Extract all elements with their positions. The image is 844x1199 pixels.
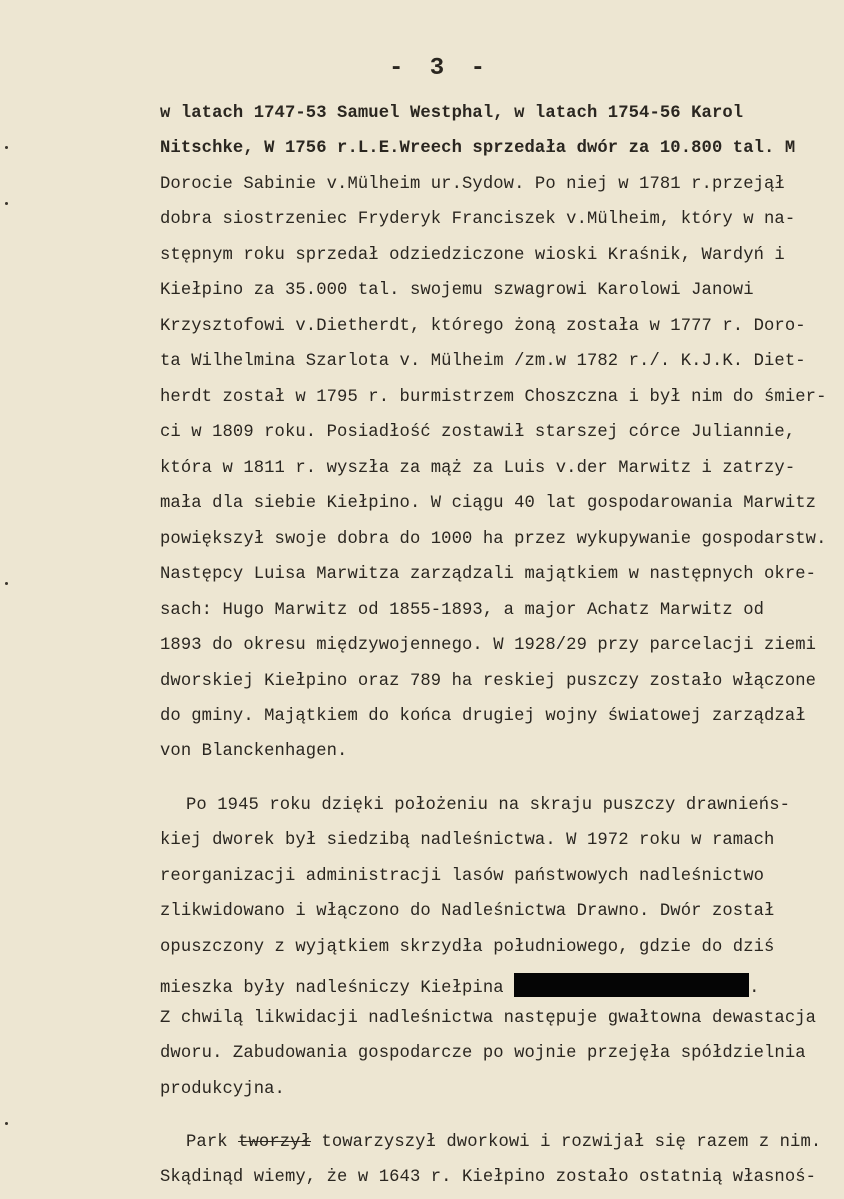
text-line: dworskiej Kiełpino oraz 789 ha reskiej puszczy zostało włączone bbox=[160, 672, 817, 691]
text-line: dworu. Zabudowania gospodarcze po wojnie przejęła spółdzielnia bbox=[160, 1044, 806, 1063]
text-line: reorganizacji administracji lasów państwowych nadleśnictwo bbox=[160, 867, 765, 886]
redaction-block bbox=[514, 973, 749, 997]
text-line: opuszczony z wyjątkiem skrzydła południowego, gdzie do dziś bbox=[160, 938, 775, 957]
text-line: Kiełpino za 35.000 tal. swojemu szwagrowi Karolowi Janowi bbox=[160, 281, 754, 300]
struck-word: tworzył bbox=[238, 1133, 311, 1152]
text-line: do gminy. Majątkiem do końca drugiej wojny światowej zarządzał bbox=[160, 707, 806, 726]
text-line: produkcyjna. bbox=[160, 1080, 285, 1099]
margin-mark bbox=[5, 146, 8, 149]
text-line: zlikwidowano i włączono do Nadleśnictwa Drawno. Dwór został bbox=[160, 902, 775, 921]
text-line-with-redaction bbox=[160, 973, 760, 999]
text-line: sach: Hugo Marwitz od 1855-1893, a major Achatz Marwitz od bbox=[160, 601, 765, 620]
text-line: 1893 do okresu międzywojennego. W 1928/29 przy parcelacji ziemi bbox=[160, 636, 817, 655]
text-line: mała dla siebie Kiełpino. W ciągu 40 lat gospodarowania Marwitz bbox=[160, 494, 817, 513]
margin-mark bbox=[5, 582, 8, 585]
park-word: Park bbox=[186, 1133, 228, 1152]
text-line: Krzysztofowi v.Dietherdt, którego żoną została w 1777 r. Doro- bbox=[160, 317, 806, 336]
text-line: Następcy Luisa Marwitza zarządzali majątkiem w następnych okre- bbox=[160, 565, 817, 584]
text-fragment: towarzyszył dworkowi i rozwijał się razem z nim. bbox=[321, 1133, 822, 1152]
text-line: Dorocie Sabinie v.Mülheim ur.Sydow. Po niej w 1781 r.przejął bbox=[160, 175, 785, 194]
margin-mark bbox=[5, 1122, 8, 1125]
text-line: Z chwilą likwidacji nadleśnictwa następuje gwałtowna dewastacja bbox=[160, 1009, 817, 1028]
text-line: powiększył swoje dobra do 1000 ha przez wykupywanie gospodarstw. bbox=[160, 530, 827, 549]
page-number: - 3 - bbox=[388, 55, 491, 82]
text-line: w latach 1747-53 Samuel Westphal, w latach 1754-56 Karol bbox=[160, 104, 744, 123]
text-line: Skądinąd wiemy, że w 1643 r. Kiełpino zostało ostatnią własnoś- bbox=[160, 1168, 817, 1187]
text-line: von Blanckenhagen. bbox=[160, 742, 348, 761]
text-line: stępnym roku sprzedał odziedziczone wioski Kraśnik, Wardyń i bbox=[160, 246, 785, 265]
text-line: ta Wilhelmina Szarlota v. Mülheim /zm.w 1782 r./. K.J.K. Diet- bbox=[160, 352, 806, 371]
margin-mark bbox=[5, 202, 8, 205]
period: . bbox=[749, 979, 760, 998]
text-line: ci w 1809 roku. Posiadłość zostawił starszej córce Juliannie, bbox=[160, 423, 796, 442]
text-line: która w 1811 r. wyszła za mąż za Luis v.der Marwitz i zatrzy- bbox=[160, 459, 796, 478]
text-fragment: mieszka były nadleśniczy Kiełpina bbox=[160, 979, 504, 998]
text-line: Nitschke, W 1756 r.L.E.Wreech sprzedała dwór za 10.800 tal. M bbox=[160, 139, 796, 158]
text-line: Po 1945 roku dzięki położeniu na skraju puszczy drawnieńs- bbox=[186, 796, 791, 815]
text-line: kiej dworek był siedzibą nadleśnictwa. W 1972 roku w ramach bbox=[160, 831, 775, 850]
text-line-with-strikethrough bbox=[186, 1133, 821, 1153]
text-line: herdt został w 1795 r. burmistrzem Choszczna i był nim do śmier- bbox=[160, 388, 827, 407]
text-line: dobra siostrzeniec Fryderyk Franciszek v.Mülheim, który w na- bbox=[160, 210, 796, 229]
